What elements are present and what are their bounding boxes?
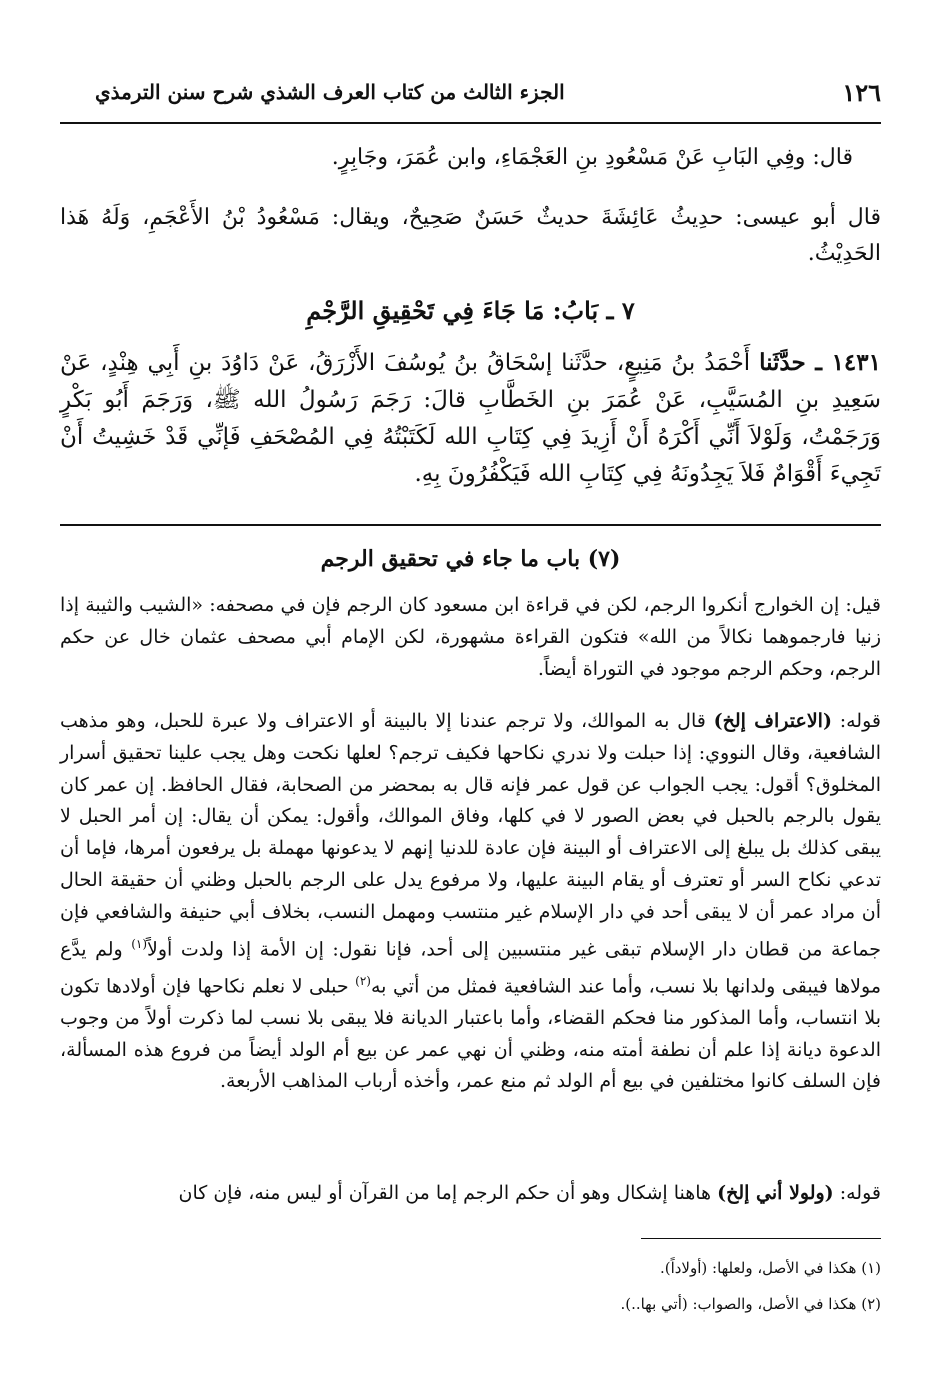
page-number: ١٢٦	[842, 78, 881, 107]
footnote-marker-2: (٢)	[355, 973, 371, 988]
commentary-text-3: هاهنا إشكال وهو أن حكم الرجم إما من القرآن أو ليس منه، فإن كان	[178, 1182, 712, 1204]
matn-text-1: قال: وفِي البَابِ عَنْ مَسْعُودِ بنِ العَجْمَاءِ، وابن عُمَرَ، وجَابِرٍ.	[331, 145, 853, 170]
matn-paragraph-2	[60, 200, 881, 272]
commentary-text-1: قيل: إن الخوارج أنكروا الرجم، لكن في قراءة ابن مسعود كان الرجم فإن في مصحفه: «الشيب والثيبة إذا زنيا فارجموهما نكالاً من الله» فتكون القراءة مشهورة، لكن الإمام أبي مصحف عثمان خال عن حكم الرجم، وحكم الرجم موجود في التوراة أيضاً.	[60, 594, 881, 680]
header-divider	[60, 122, 881, 124]
commentary-paragraph-3	[60, 1178, 881, 1210]
footnote-1: (١) هكذا في الأصل، ولعلها: (أولاداً).	[659, 1259, 881, 1277]
footnote-2: (٢) هكذا في الأصل، والصواب: (أتي بها..).	[620, 1295, 881, 1313]
running-title: الجزء الثالث من كتاب العرف الشذي شرح سنن الترمذي	[95, 80, 565, 104]
quoted-phrase-2: (ولولا أني إلخ)	[717, 1182, 834, 1204]
page-header	[95, 78, 881, 114]
commentary-text-2b: ولم يدَّع مولاها فيبقى ولدانها بلا نسب، وأما عند الشافعية فمثل من أتي به	[60, 937, 882, 998]
commentary-text-2c: حبلى لا نعلم نكاحها فإن أولادها تكون بلا انتساب، وأما المذكور منا فحكم القضاء، وأما باعتبار الديانة فلا يبقى بلا نسب لما ذكرت أولاً من وجوب الدعوة ديانة إذا علم أن نطفة أمته منه، وظني أن نهي عمر عن بيع أم الولد أيضاً من فروع هذه المسألة، فإن السلف كانوا مختلفين في بيع أم الولد ثم منع عمر، وأخذه أرباب المذاهب الأربعة.	[60, 975, 881, 1093]
matn-paragraph-1	[60, 140, 881, 176]
commentary-paragraph-1	[60, 590, 881, 685]
commentary-text-2a: قال به الموالك، ولا ترجم عندنا إلا بالبينة أو الاعتراف ولا عبرة للحبل، وهو مذهب الشافعية، وقال النووي: إذا حبلت ولا ندري نكاحها فكيف ترجم؟ لعلها نكحت وهل يجب علينا تحقيق أسرار المخلوق؟ أقول: يجب الجواب عن قول عمر فإنه قال به بمحضر من الصحابة، فقال الحافظ. إن عمر كان يقول بالرجم بالحبل في بعض الصور لا في كلها، وفاق الموالك، وأقول: يمكن أن يقال: إن أمر الحبل لا يبقى كذلك بل يبلغ إلى الاعتراف أو البينة فإن عادة للدنيا إنهم لا يدعونها مهملة بل يرفعون أمرها، فإما أن تدعي نكاح السر أو تعترف أو يقام البينة عليها، ولا مرفوع يدل على الرجم بالحبل وظني أن حقيقة الحال أن مراد عمر أن لا يبقى أحد في دار الإسلام غير منتسب ومهمل النسب، بخلاف أبي حنيفة والشافعي فإن جماعة من قطان دار الإسلام تبقى غير منتسبين إلى أحد، فإنا نقول: إن الأمة إذا ولدت أولاً	[60, 710, 881, 960]
hadith-paragraph	[60, 344, 881, 493]
commentary-section-title: (٧) باب ما جاء في تحقيق الرجم	[320, 546, 621, 572]
commentary-paragraph-2	[60, 706, 881, 1098]
hadith-text: أَحْمَدُ بنُ مَنِيعٍ، حدَّثَنا إسْحَاقُ بنُ يُوسُفَ الأَزْرَقُ، عَنْ دَاوُدَ بنِ أَبِي هِنْدٍ، عَنْ سَعِيدِ بنِ المُسَيَّبِ، عَنْ عُمَرَ بنِ الخَطَّابِ قالَ: رَجَمَ رَسُولُ الله ﷺ، وَرَجَمَ أَبُو بَكْرٍ وَرَجَمْتُ، وَلَوْلاَ أَنِّي أَكْرَهُ أَنْ أَزِيدَ فِي كِتَابِ الله لَكَتَبْتُهُ فِي المُصْحَفِ فَإنِّي قَدْ خَشِيتُ أَنْ تَجِيءَ أَقْوَامٌ فَلاَ يَجِدُونَهُ فِي كِتَابِ الله فَيَكْفُرُونَ بِهِ.	[60, 350, 881, 487]
quote-lead: قوله:	[839, 710, 881, 732]
commentary-divider	[60, 524, 881, 526]
footnote-divider	[641, 1238, 881, 1239]
chapter-title: ٧ ـ بَابُ: مَا جَاءَ فِي تَحْقِيقِ الرَّجْمِ	[306, 296, 635, 325]
hadith-number: ١٤٣١ ـ حدَّثَنا	[759, 349, 881, 376]
matn-text-2: قال أبو عيسى: حدِيثُ عَائِشَةَ حديثٌ حَسَنٌ صَحِيحٌ، ويقال: مَسْعُودُ بْنُ الأَعْجَمِ، وَلَهُ هَذا الحَدِيْثُ.	[60, 205, 881, 266]
quoted-phrase: (الاعتراف إلخ)	[713, 710, 832, 732]
quote-lead-2: قوله:	[839, 1182, 881, 1204]
footnote-marker-1: (١)	[131, 936, 148, 951]
